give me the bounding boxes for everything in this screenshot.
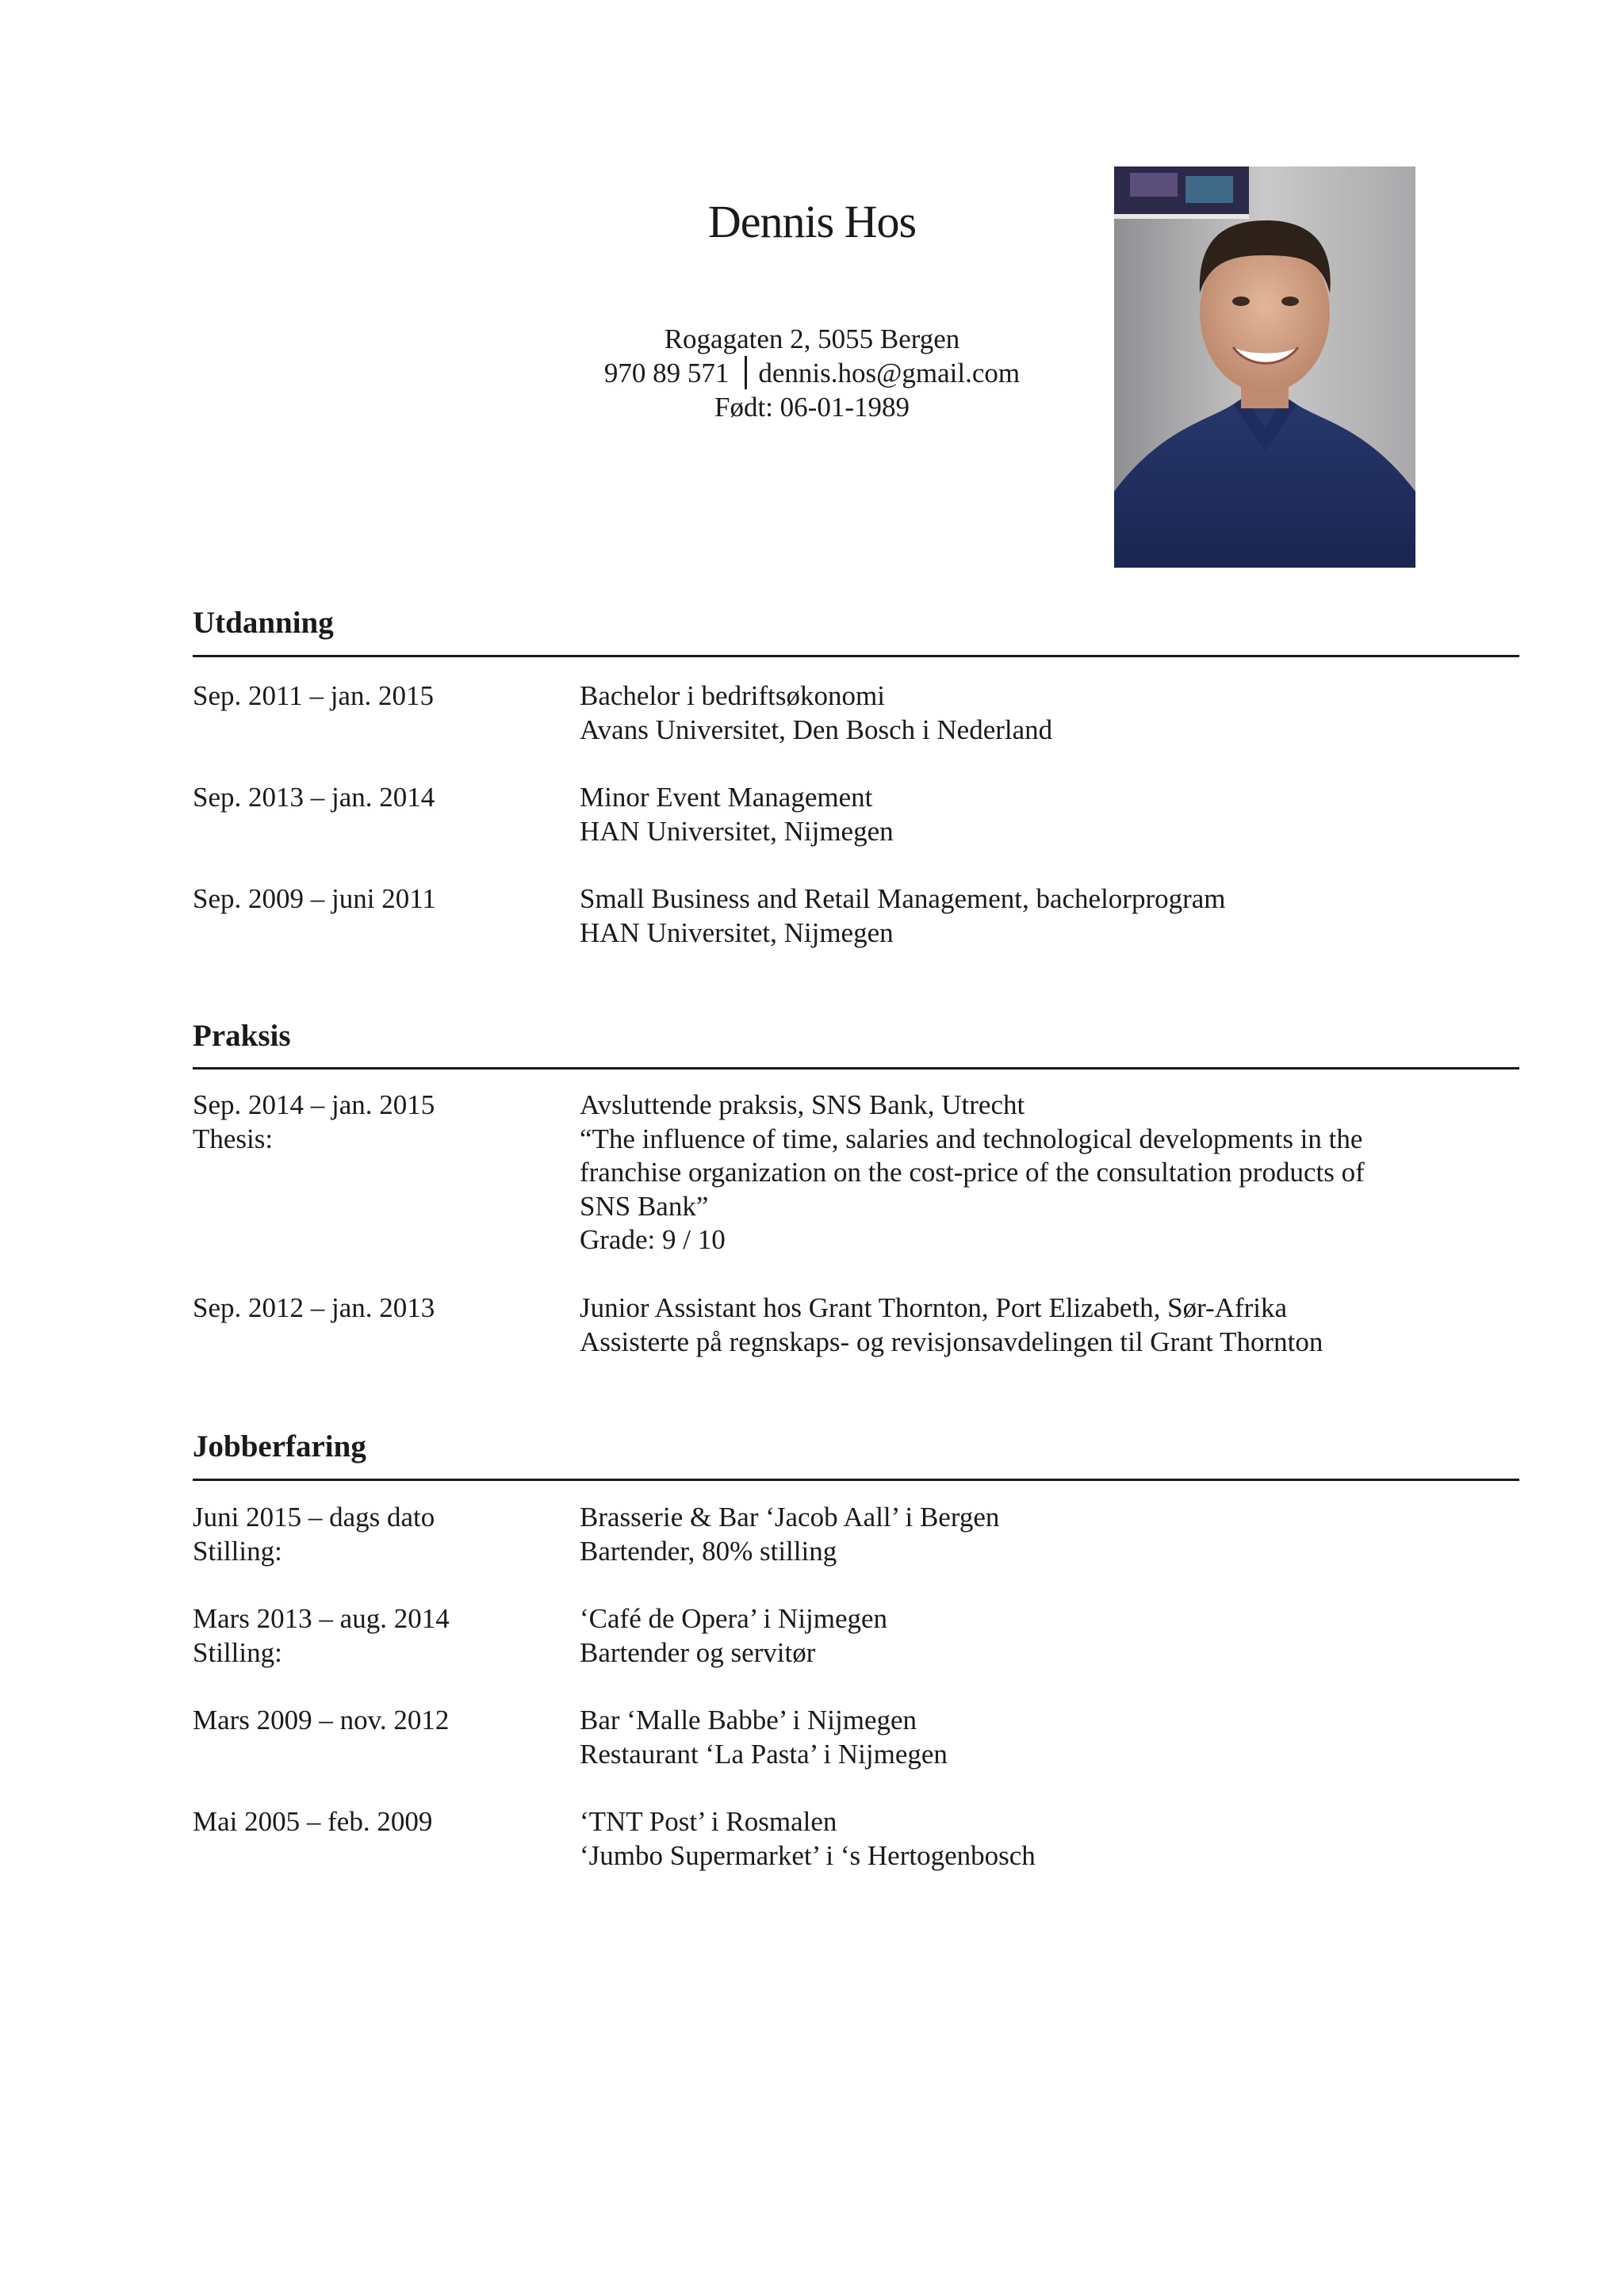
phone: 970 89 571 — [603, 358, 730, 388]
separator-bar — [745, 356, 747, 389]
education-entry-2-details: Minor Event Management HAN Universitet, Nijmegen — [580, 782, 894, 847]
section-divider — [193, 655, 1519, 657]
section-title-practice: Praksis — [193, 1019, 291, 1053]
work-entry-3-dates: Mars 2009 – nov. 2012 — [193, 1705, 450, 1735]
work-entry-1-details: Brasserie & Bar ‘Jacob Aall’ i Bergen Bartender, 80% stilling — [580, 1502, 1000, 1567]
practice-entry-2-details: Junior Assistant hos Grant Thornton, Port Elizabeth, Sør-Afrika Assisterte på regnskaps- og revisjonsavdelingen til Grant Thornton — [580, 1292, 1323, 1357]
work-entry-3-details: Bar ‘Malle Babbe’ i Nijmegen Restaurant ‘La Pasta’ i Nijmegen — [580, 1705, 948, 1770]
email: dennis.hos@gmail.com — [758, 358, 1021, 388]
section-divider — [193, 1067, 1519, 1070]
work-entry-1-dates: Juni 2015 – dags dato Stilling: — [193, 1502, 435, 1567]
profile-photo — [1114, 166, 1415, 568]
education-entry-2-dates: Sep. 2013 – jan. 2014 — [193, 782, 435, 813]
person-name: Dennis Hos — [707, 196, 917, 247]
education-entry-1-dates: Sep. 2011 – jan. 2015 — [193, 680, 434, 711]
work-entry-2-dates: Mars 2013 – aug. 2014 Stilling: — [193, 1603, 450, 1668]
education-entry-1-details: Bachelor i bedriftsøkonomi Avans Universitet, Den Bosch i Nederland — [580, 680, 1053, 745]
section-title-work: Jobberfaring — [193, 1429, 366, 1464]
education-entry-3-dates: Sep. 2009 – juni 2011 — [193, 883, 436, 914]
section-title-education: Utdanning — [193, 606, 334, 640]
work-entry-2-details: ‘Café de Opera’ i Nijmegen Bartender og servitør — [580, 1603, 888, 1668]
work-entry-4-details: ‘TNT Post’ i Rosmalen ‘Jumbo Supermarket’ i ‘s Hertogenbosch — [580, 1806, 1036, 1871]
practice-entry-1-details: Avsluttende praksis, SNS Bank, Utrecht “The influence of time, salaries and technological developments in the franchise organization on the cost-price of the consultation products of SNS Bank” Grade: 9 / 10 — [580, 1089, 1365, 1255]
work-entry-4-dates: Mai 2005 – feb. 2009 — [193, 1806, 433, 1837]
practice-entry-1-dates: Sep. 2014 – jan. 2015 Thesis: — [193, 1089, 435, 1154]
address: Rogagaten 2, 5055 Bergen — [664, 323, 960, 354]
section-divider — [193, 1479, 1519, 1481]
education-entry-3-details: Small Business and Retail Management, bachelorprogram HAN Universitet, Nijmegen — [580, 883, 1226, 948]
birth-date: Født: 06-01-1989 — [714, 392, 910, 423]
practice-entry-2-dates: Sep. 2012 – jan. 2013 — [193, 1292, 435, 1323]
